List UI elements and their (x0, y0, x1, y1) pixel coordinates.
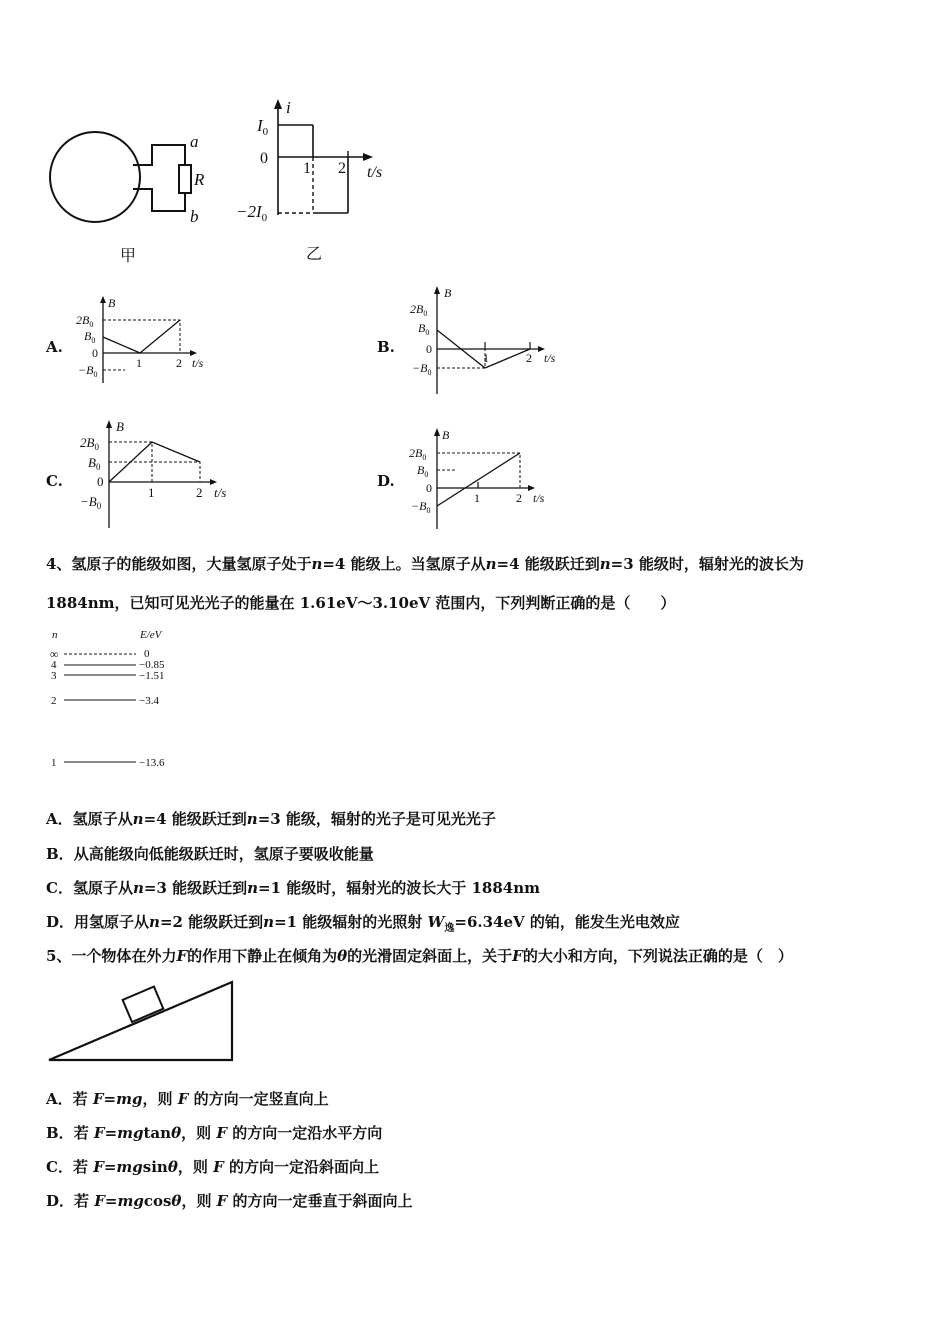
q5-option-c-post: ，则 (177, 1158, 214, 1176)
q5-text-d: 的大小和方向，下列说法正确的是（ ） (522, 947, 793, 965)
level-3-n: 3 (51, 670, 57, 682)
label-0: 0 (97, 474, 104, 489)
yi-axis-i: i (286, 98, 291, 117)
yi-tick2-label: 2 (338, 160, 346, 177)
label-ts: t/s (544, 351, 556, 365)
label-x1: 1 (474, 491, 480, 505)
q4-option-d-text: =1 能级辐射的光照射 (274, 913, 428, 931)
q4-var-n: n (149, 913, 160, 931)
yi-axis-ts: t/s (367, 164, 383, 181)
q3-option-b-graph[interactable] (400, 284, 575, 396)
q5-option-d-tail: 的方向一定垂直于斜面向上 (227, 1192, 413, 1210)
q4-option-d-text: =6.34eV 的铂，能发生光电效应 (454, 913, 680, 931)
energy-level-diagram (44, 624, 194, 774)
label-negB0: $-B_0$ (78, 363, 98, 379)
label-B: B (444, 286, 452, 300)
q5-option-d-formula: F=mg (94, 1192, 144, 1210)
q5-text-c: 的光滑固定斜面上，关于 (347, 947, 513, 965)
level-inf-n: ∞ (50, 647, 59, 661)
q4-option-d-text: 用氢原子从 (74, 913, 150, 931)
level-1-n: 1 (51, 757, 57, 769)
label-2B0: $2B_0$ (80, 435, 99, 452)
label-B: B (116, 419, 124, 434)
q5-option-c-func: sin (142, 1158, 168, 1176)
label-B0: $B_0$ (418, 321, 430, 337)
label-x1: 1 (136, 356, 142, 370)
q5-option-c[interactable] (46, 1156, 379, 1177)
header-n: n (52, 629, 58, 641)
q4-option-d-text: =2 能级跃迁到 (159, 913, 264, 931)
q3-option-d-graph[interactable] (400, 426, 560, 531)
q5-var-theta: θ (337, 947, 348, 965)
q3-option-b-letter[interactable]: B. (377, 338, 395, 356)
q4-option-a-text: =3 能级，辐射的光子是可见光光子 (257, 810, 496, 828)
label-a: a (190, 132, 199, 151)
q5-option-b-tail: 的方向一定沿水平方向 (226, 1124, 383, 1142)
level-inf-E: 0 (144, 648, 150, 660)
curve-B-t (103, 320, 180, 353)
q4-var-n: n (263, 913, 275, 931)
q4-text-b: =4 能级上。当氢原子从 (322, 555, 486, 573)
q5-option-b[interactable] (46, 1122, 382, 1143)
label-b: b (190, 207, 199, 226)
q3-option-a-letter[interactable]: A. (46, 338, 63, 356)
q5-option-b-letter: B． (46, 1124, 74, 1142)
q5-option-a-pre: 若 (72, 1090, 93, 1108)
axis-y-arrow (106, 420, 112, 428)
label-0: 0 (92, 346, 98, 360)
yi-origin: 0 (260, 150, 268, 167)
q5-stem (46, 945, 793, 966)
q5-option-a-formula: F=mg (92, 1090, 143, 1108)
q4-var-n: n (599, 555, 611, 573)
label-x1: 1 (483, 351, 489, 365)
q4-option-c-text: 氢原子从 (72, 879, 133, 897)
resistor-R (179, 165, 191, 193)
q5-option-c-letter: C． (46, 1158, 73, 1176)
q5-var-theta: θ (167, 1158, 178, 1176)
q5-option-b-func: tan (143, 1124, 172, 1142)
q5-option-d[interactable] (46, 1190, 413, 1211)
label-negB0: $-B_0$ (80, 494, 102, 511)
label-0: 0 (426, 342, 432, 356)
q4-option-c-letter: C． (46, 879, 73, 897)
q4-text-d: =3 能级时，辐射光的波长为 (610, 555, 804, 573)
figure-jia (40, 125, 230, 265)
q4-var-n: n (246, 810, 258, 828)
label-B: B (442, 428, 450, 442)
q4-var-n: n (247, 879, 259, 897)
label-B0: $B_0$ (84, 329, 96, 345)
q4-option-d-letter: D． (46, 913, 75, 931)
label-R: R (194, 170, 205, 189)
q5-option-d-pre: 若 (74, 1192, 95, 1210)
yi-label-neg2I0: $-2I_0$ (236, 202, 268, 224)
q5-var-F: F (512, 947, 523, 965)
q5-text-a: 5、一个物体在外力 (46, 947, 177, 965)
q5-option-b-formula: F=mg (93, 1124, 144, 1142)
q5-option-a-tail: 的方向一定竖直向上 (188, 1090, 329, 1108)
q4-text-a: 4、氢原子的能级如图，大量氢原子处于 (46, 555, 312, 573)
block-on-incline (123, 987, 164, 1022)
label-B0: $B_0$ (417, 463, 429, 479)
q4-var-n: n (311, 555, 323, 573)
q4-var-n: n (485, 555, 497, 573)
label-B: B (108, 296, 116, 310)
q5-text-b: 的作用下静止在倾角为 (187, 947, 338, 965)
label-x2: 2 (526, 351, 532, 365)
label-x2: 2 (176, 356, 182, 370)
q5-var-F: F (216, 1192, 228, 1210)
level-4-E: −0.85 (139, 659, 165, 671)
q4-option-c[interactable] (46, 877, 540, 898)
label-0: 0 (426, 481, 432, 495)
guides-dashed (437, 349, 485, 368)
q5-option-a[interactable] (46, 1088, 329, 1109)
label-negB0: $-B_0$ (412, 361, 432, 377)
q4-option-b[interactable] (46, 843, 374, 864)
label-negB0: $-B_0$ (411, 499, 431, 515)
q5-option-a-post: ，则 (142, 1090, 178, 1108)
guides-dashed (109, 442, 200, 482)
label-2B0: $2B_0$ (409, 446, 427, 462)
q4-text-c: =4 能级跃迁到 (496, 555, 600, 573)
q4-option-b-letter: B． (46, 845, 74, 863)
q5-option-d-letter: D． (46, 1192, 75, 1210)
block-group (123, 987, 164, 1022)
q4-option-a-text: =4 能级跃迁到 (143, 810, 247, 828)
q5-option-c-tail: 的方向一定沿斜面向上 (223, 1158, 379, 1176)
q4-option-a-letter: A． (46, 810, 73, 828)
q4-option-d[interactable] (46, 911, 680, 934)
q4-var-n: n (132, 879, 144, 897)
figure-yi (230, 95, 400, 267)
label-2B0: $2B_0$ (76, 313, 94, 329)
axis-y-arrow (434, 428, 440, 436)
q4-var-W: W (427, 913, 445, 931)
q5-option-c-pre: 若 (72, 1158, 94, 1176)
q4-stem-line2: 1884nm，已知可见光光子的能量在 1.61eV～3.10eV 范围内，下列判断正确的是（ ） (46, 594, 676, 612)
label-ts: t/s (192, 356, 204, 370)
level-2-n: 2 (51, 695, 57, 707)
q5-option-d-post: ，则 (181, 1192, 217, 1210)
incline-figure (44, 978, 244, 1068)
axis-y-arrow (100, 296, 106, 303)
label-x2: 2 (196, 485, 203, 500)
caption-yi: 乙 (306, 246, 323, 263)
axis-y-arrow (434, 286, 440, 294)
level-2-E: −3.4 (139, 695, 159, 707)
yi-label-I0: $I_0$ (257, 116, 269, 138)
yi-y-arrow (274, 99, 282, 109)
q3-option-c-letter[interactable]: C. (46, 472, 63, 490)
q4-option-c-text: =3 能级跃迁到 (143, 879, 248, 897)
q4-var-W-sub: 逸 (444, 923, 455, 934)
q4-option-a-text: 氢原子从 (72, 810, 133, 828)
q4-option-a[interactable] (46, 808, 496, 829)
q3-option-c-graph[interactable] (72, 418, 247, 530)
q5-option-b-post: ，则 (181, 1124, 217, 1142)
q5-option-c-formula: F=mg (93, 1158, 143, 1176)
q5-option-a-letter: A． (46, 1090, 73, 1108)
label-ts: t/s (533, 491, 545, 505)
q5-option-b-pre: 若 (73, 1124, 94, 1142)
q4-option-c-text: =1 能级时，辐射光的波长大于 1884nm (258, 879, 540, 897)
label-x1: 1 (148, 485, 155, 500)
q3-option-d-letter[interactable]: D. (377, 472, 395, 490)
q5-var-F: F (177, 1090, 189, 1108)
label-B0: $B_0$ (88, 455, 101, 472)
label-ts: t/s (214, 485, 227, 500)
q4-option-b-text: 从高能级向低能级跃迁时，氢原子要吸收能量 (73, 845, 374, 863)
level-1-E: −13.6 (139, 757, 165, 769)
label-x2: 2 (516, 491, 522, 505)
q5-option-d-func: cos (143, 1192, 172, 1210)
q5-var-theta: θ (171, 1192, 182, 1210)
q5-var-F: F (176, 947, 188, 965)
header-E: E/eV (140, 629, 162, 641)
q4-var-n: n (132, 810, 144, 828)
q5-var-F: F (213, 1158, 224, 1176)
q4-stem-line1 (46, 553, 804, 574)
label-2B0: $2B_0$ (410, 302, 428, 318)
level-3-E: −1.51 (139, 670, 165, 682)
yi-tick1-label: 1 (303, 160, 311, 177)
yi-x-arrow (363, 153, 373, 161)
q5-var-F: F (216, 1124, 227, 1142)
loop-circle (50, 132, 140, 222)
q5-var-theta: θ (171, 1124, 182, 1142)
level-4-n: 4 (51, 659, 57, 671)
caption-jia: 甲 (120, 248, 137, 265)
q3-option-a-graph[interactable] (70, 295, 220, 385)
